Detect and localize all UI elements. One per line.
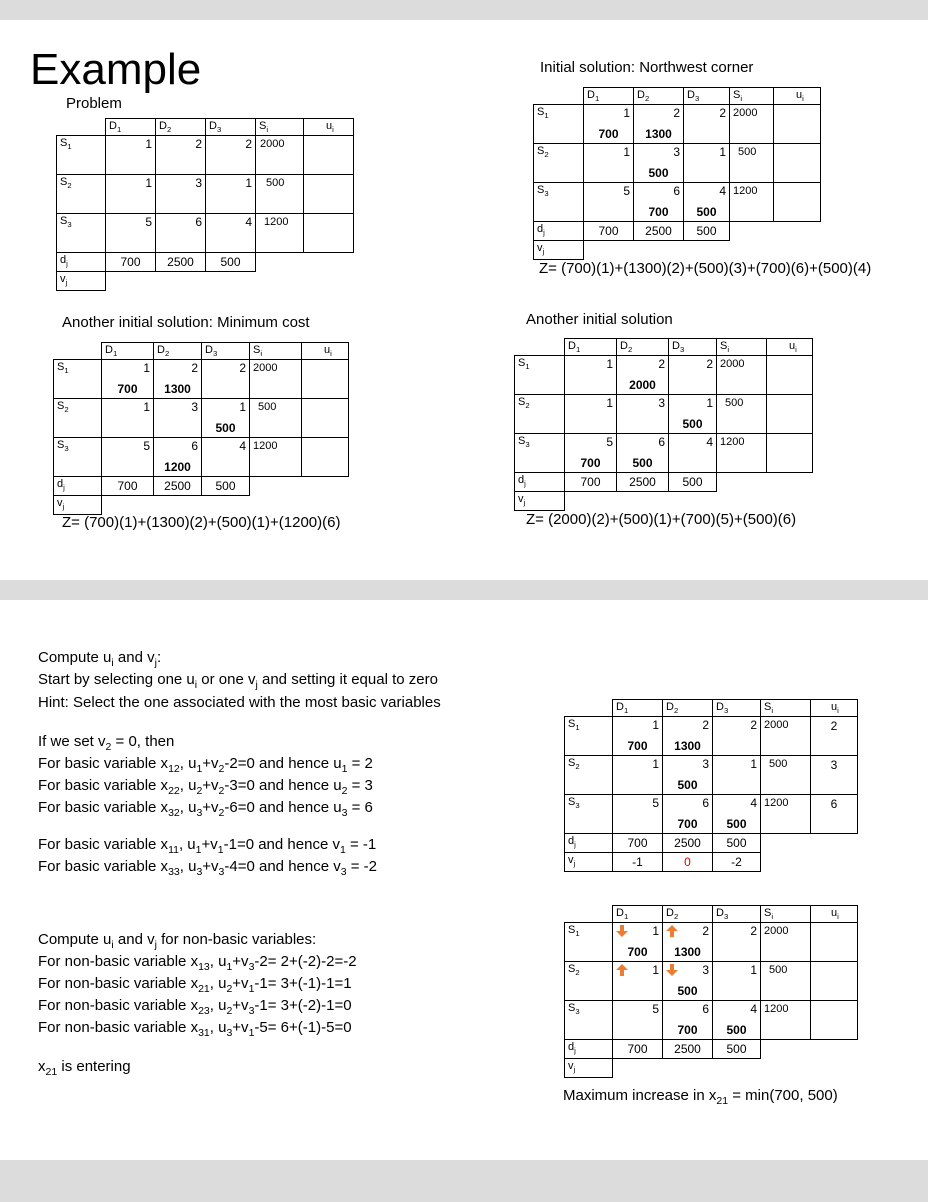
nonbasic-x31: For non-basic variable $x_{31}$, $u_3+v_1-5= 6+(-1)-5=0$ — [38, 1019, 352, 1039]
nonbasic-x21: For non-basic variable $x_{21}$, $u_2+v_1-1= 3+(-1)-1=1$ — [38, 975, 352, 995]
slide-1 — [0, 20, 928, 580]
nw-table: $D_1$ $D_2$ $D_3$ $S_i$ $u_i$ $S_1$ 1 700 2 1300 2 2000 $S_2$ 1 3 500 1 500 $S_3$ 5 6 700 4 500 1200 $d_j$ 700 2500 500 $v_j$ — [533, 87, 821, 260]
nonbasic-x13: For non-basic variable $x_{13}$, $u_1+v_3-2= 2+(-2)-2=-2$ — [38, 953, 357, 973]
if-set-line: If we set $v_2 = 0$, then — [38, 733, 175, 753]
nonbasic-title: Compute $u_i$ and $v_j$ for non-basic variables: — [38, 931, 317, 951]
slide-title: Example — [30, 45, 202, 94]
problem-table: $D_1$ $D_2$ $D_3$ $S_i$ $u_i$ $S_1$ 1 2 2 2000 $S_2$ 1 3 1 500 $S_3$ 5 6 4 1200 $d_j$ 700 2500 500 $v_j$ — [56, 118, 354, 291]
basic-x22: For basic variable $x_{22}$, $u_2+v_2-3=0$ and hence $u_2 = 3$ — [38, 777, 373, 797]
compute-title: Compute $u_i$ and $v_j$: — [38, 649, 162, 669]
uv-table: $D_1$ $D_2$ $D_3$ $S_i$ $u_i$ $S_1$ 1 700 2 1300 2 2000 2 $S_2$ 1 3 500 1 500 3 $S_3$ 5 6 700 4 500 1200 6 $d_j$ 700 2500 500 $v_j$ -1 0 -2 — [564, 699, 858, 872]
mc-z: Z= (700)(1)+(1300)(2)+(500)(1)+(1200)(6) — [62, 514, 341, 531]
problem-label: Problem — [66, 95, 122, 112]
up-arrow-icon — [666, 925, 678, 937]
slide-2 — [0, 600, 928, 1160]
nw-title: Initial solution: Northwest corner — [540, 59, 754, 76]
start-line: Start by selecting one $u_i$ or one $v_j$ and setting it equal to zero — [38, 671, 438, 691]
up-arrow-icon — [616, 964, 628, 976]
an-title: Another initial solution — [526, 311, 673, 328]
nw-z: Z= (700)(1)+(1300)(2)+(500)(3)+(700)(6)+(500)(4) — [539, 260, 872, 277]
basic-x32: For basic variable $x_{32}$, $u_3+v_2-6=0$ and hence $u_3 = 6$ — [38, 799, 373, 819]
nonbasic-x23: For non-basic variable $x_{23}$, $u_2+v_3-1= 3+(-2)-1=0$ — [38, 997, 352, 1017]
cycle-table: $D_1$ $D_2$ $D_3$ $S_i$ $u_i$ $S_1$ 1 700 2 1300 2 2000 $S_2$ 1 3 500 1 500 $S_3$ 5 6 700 4 500 1200 $d_j$ 700 2500 500 $v_j$ — [564, 905, 858, 1078]
entering-line: $x_{21}$ is entering — [38, 1058, 131, 1078]
hint-line: Hint: Select the one associated with the most basic variables — [38, 694, 441, 711]
max-increase-line: Maximum increase in $x_{21} = \min(700$, 500) — [563, 1087, 838, 1107]
basic-x12: For basic variable $x_{12}$, $u_1+v_2-2=0$ and hence $u_1 = 2$ — [38, 755, 373, 775]
down-arrow-icon — [666, 964, 678, 976]
down-arrow-icon — [616, 925, 628, 937]
mc-table: $D_1$ $D_2$ $D_3$ $S_i$ $u_i$ $S_1$ 1 700 2 1300 2 2000 $S_2$ 1 3 1 500 500 $S_3$ 5 6 1200 4 1200 $d_j$ 700 2500 500 $v_j$ — [53, 342, 349, 515]
mc-title: Another initial solution: Minimum cost — [62, 314, 310, 331]
an-z: Z= (2000)(2)+(500)(1)+(700)(5)+(500)(6) — [526, 511, 797, 528]
basic-x11: For basic variable $x_{11}$, $u_1+v_1-1=0$ and hence $v_1 = -1$ — [38, 836, 377, 856]
basic-x33: For basic variable $x_{33}$, $u_3+v_3-4=0$ and hence $v_3 = -2$ — [38, 858, 378, 878]
an-table: $D_1$ $D_2$ $D_3$ $S_i$ $u_i$ $S_1$ 1 2 2000 2 2000 $S_2$ 1 3 1 500 500 $S_3$ 5 700 6 500 4 1200 $d_j$ 700 2500 500 $v_j$ — [514, 338, 813, 511]
